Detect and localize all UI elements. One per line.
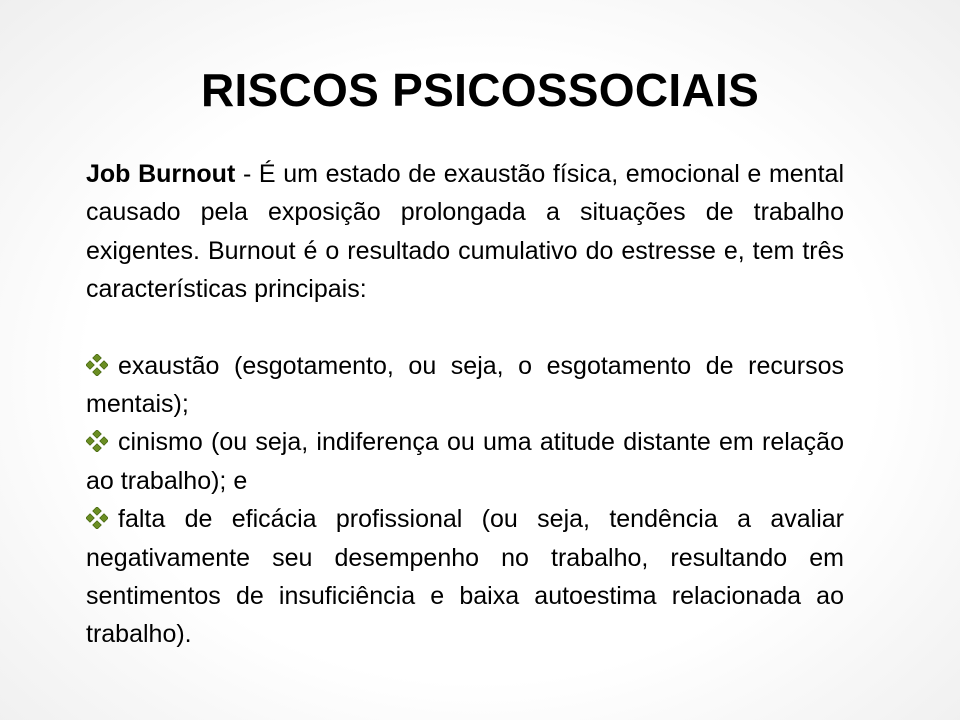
bullet-text: cinismo (ou seja, indiferença ou uma atitude distante em relação ao trabalho); e (86, 428, 844, 495)
bullet-item (86, 423, 844, 500)
diamond-bullet-icon (86, 507, 108, 529)
diamond-bullet-icon (86, 354, 108, 376)
bullet-text: falta de eficácia profissional (ou seja, tendência a avaliar negativamente seu desempenho no trabalho, resultando em sentimentos de insuficiência e baixa autoestima relacionada ao trabalho). (86, 505, 844, 649)
intro-paragraph (86, 155, 844, 309)
bullet-text: exaustão (esgotamento, ou seja, o esgotamento de recursos mentais); (86, 351, 844, 419)
bullet-item (86, 347, 844, 424)
slide-body (86, 155, 844, 654)
bullet-item (86, 500, 844, 654)
intro-term: Job Burnout (86, 160, 236, 188)
intro-text: - É um estado de exaustão física, emocional e mental causado pela exposição prolongada a situações de trabalho exigentes. Burnout é o resultado cumulativo do estresse e, tem três características principais: (86, 160, 844, 304)
slide-title: RISCOS PSICOSSOCIAIS (200, 64, 760, 116)
diamond-bullet-icon (86, 430, 108, 452)
